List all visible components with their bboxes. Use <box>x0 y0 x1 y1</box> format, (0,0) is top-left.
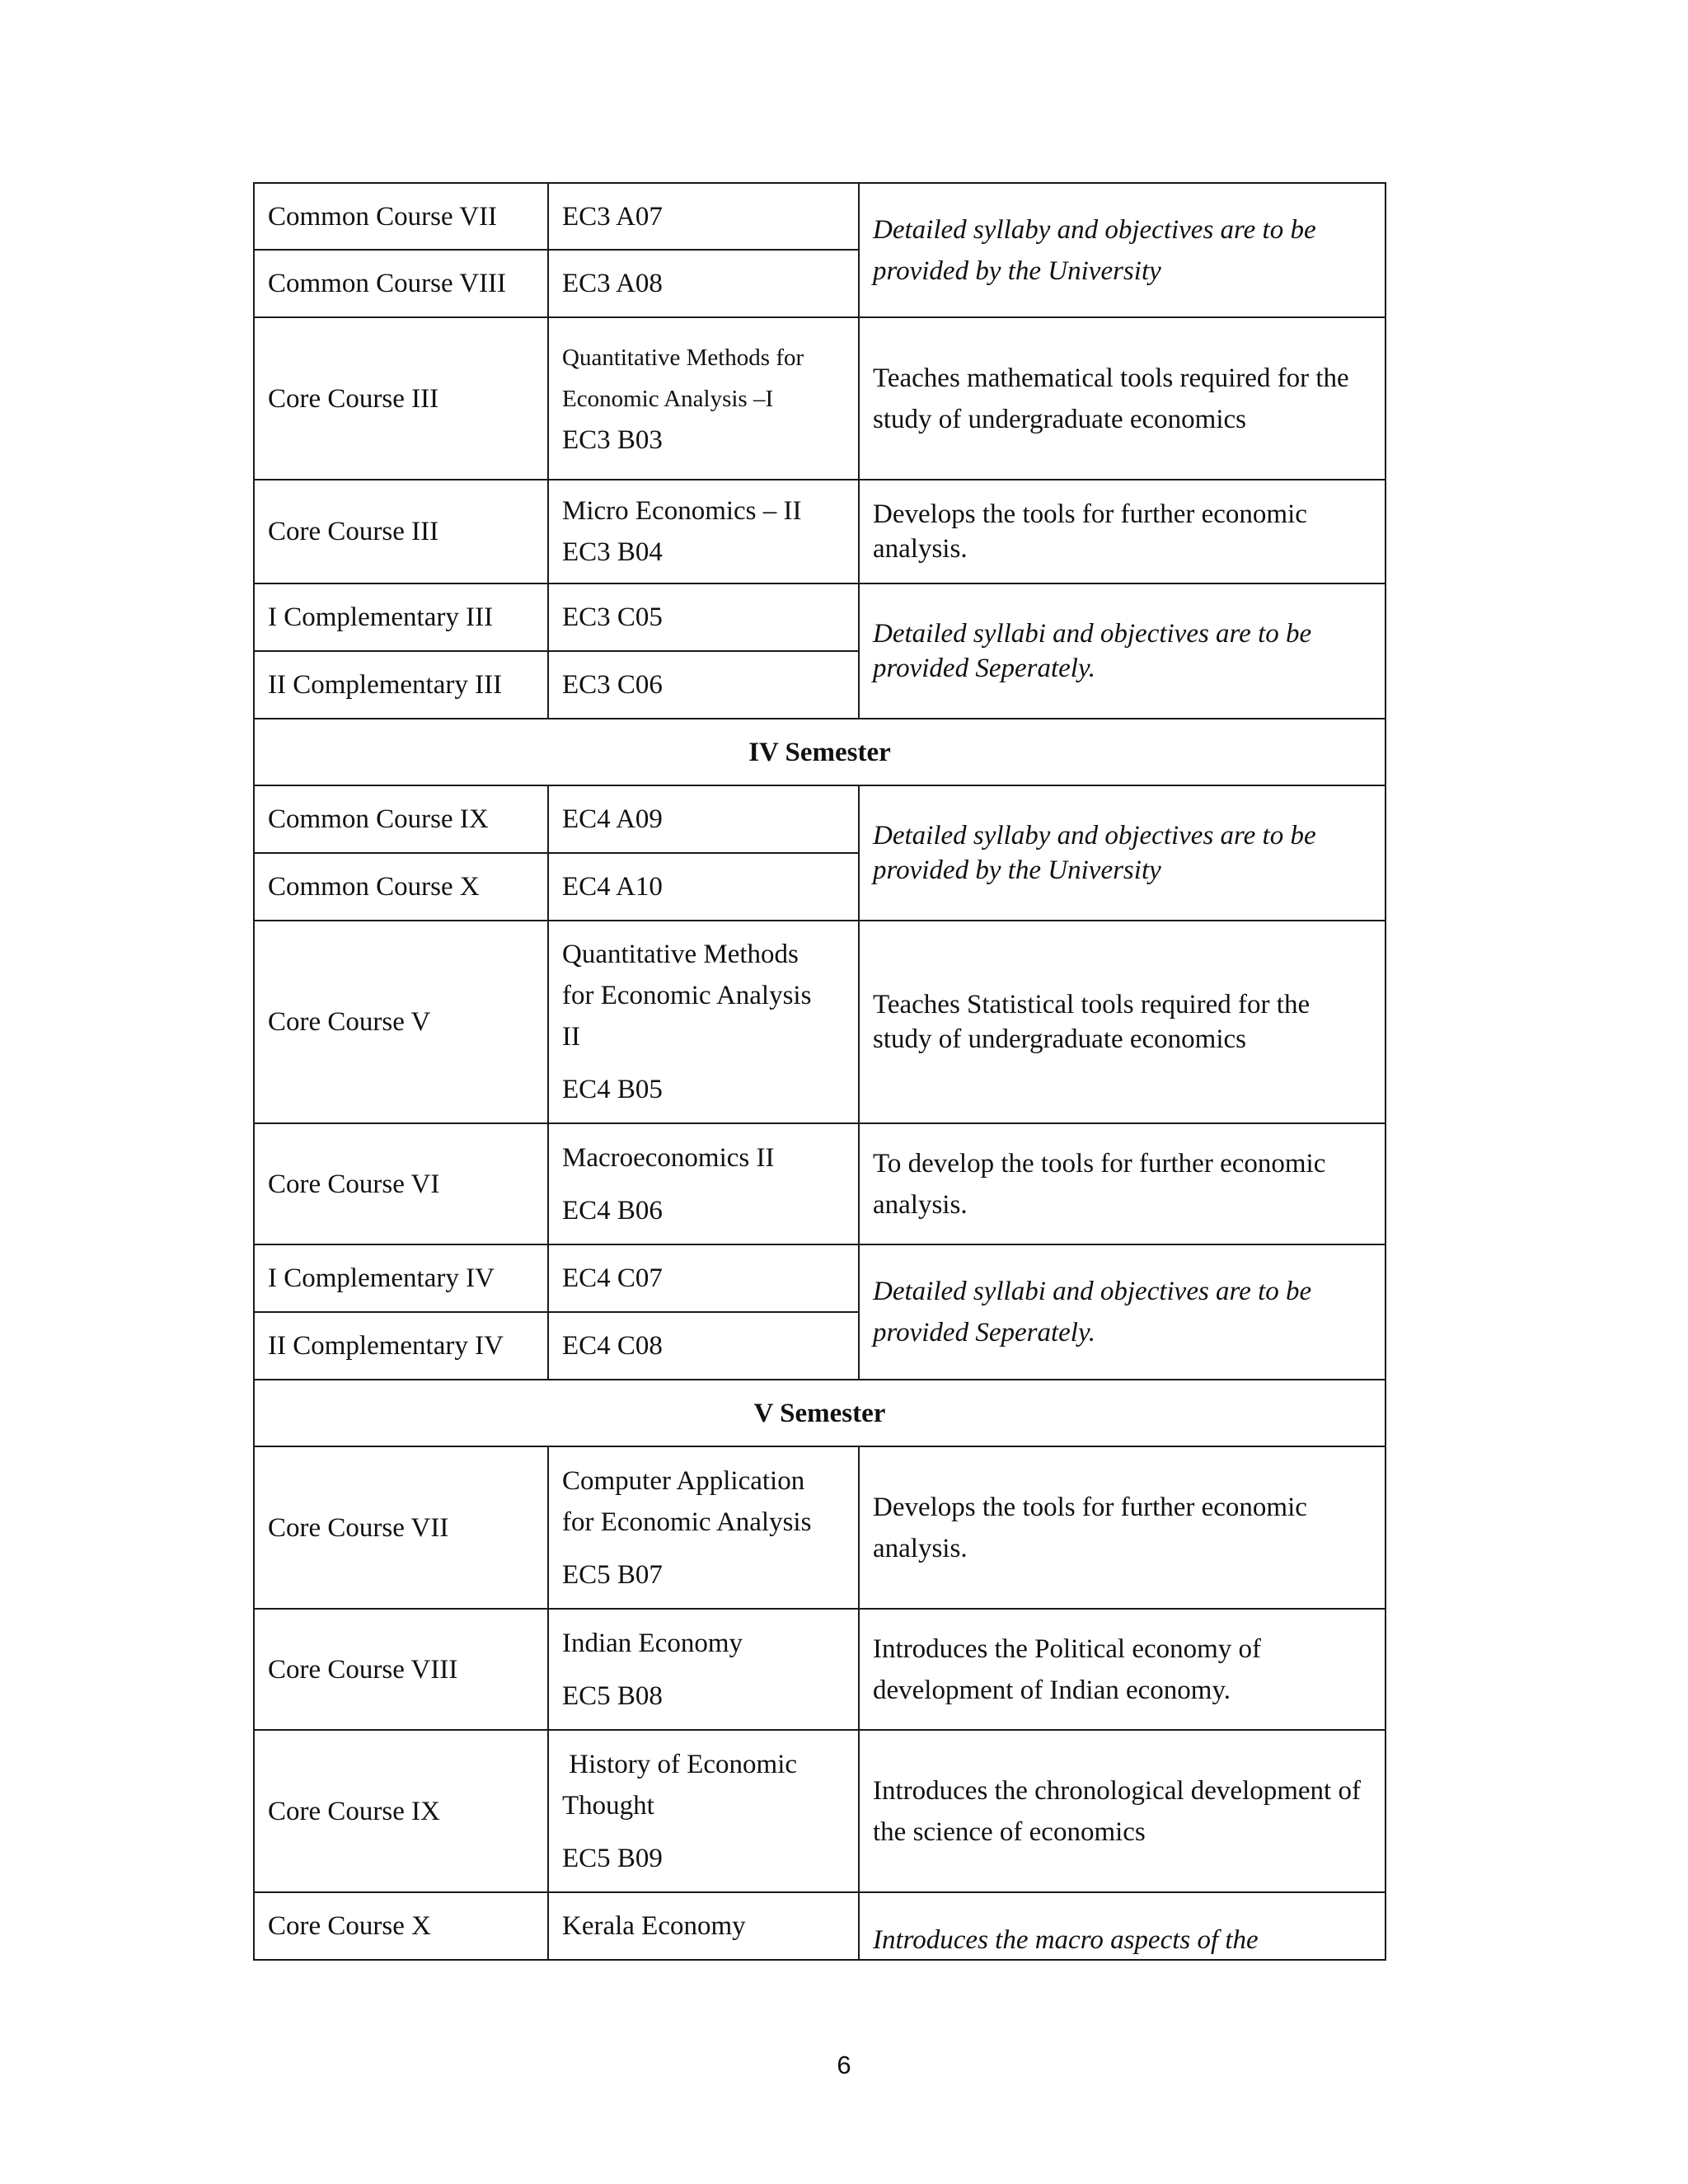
course-code: EC4 B06 <box>562 1195 663 1226</box>
course-title-line: for Economic Analysis <box>562 981 812 1010</box>
course-title-line: Thought <box>562 1790 654 1821</box>
course-code: EC5 B07 <box>562 1559 663 1590</box>
course-name: II Complementary IV <box>254 1312 548 1380</box>
course-description: Teaches Statistical tools required for the study of undergraduate economics <box>859 921 1386 1123</box>
course-title-cell <box>548 1609 859 1730</box>
course-title-cell <box>548 317 859 480</box>
table-row <box>254 583 1386 651</box>
table-row <box>254 1446 1386 1609</box>
course-description: To develop the tools for further economic analysis. <box>859 1123 1386 1244</box>
table-row <box>254 921 1386 1123</box>
course-title-cell <box>548 480 859 583</box>
course-title: Kerala Economy <box>548 1892 859 1960</box>
course-code: EC5 B08 <box>562 1680 663 1711</box>
course-code: EC3 B04 <box>562 537 663 567</box>
course-description: Develops the tools for further economic analysis. <box>859 1446 1386 1609</box>
course-name: Core Course X <box>254 1892 548 1960</box>
course-title: Macroeconomics II <box>562 1142 775 1173</box>
course-description: Detailed syllaby and objectives are to be provided by the University <box>859 183 1386 317</box>
course-title-cell <box>548 1123 859 1244</box>
table-row <box>254 183 1386 250</box>
course-name: Core Course III <box>254 317 548 480</box>
course-title-line: Quantitative Methods <box>562 940 799 969</box>
course-title-cell <box>548 1446 859 1609</box>
table-row <box>254 317 1386 480</box>
course-name: Common Course VIII <box>254 250 548 317</box>
course-name: Core Course IX <box>254 1730 548 1892</box>
course-name: Common Course X <box>254 853 548 921</box>
course-description: Detailed syllaby and objectives are to be provided by the University <box>859 785 1386 921</box>
course-title: Quantitative Methods for Economic Analysis –I <box>562 344 804 412</box>
course-code: EC4 B05 <box>562 1075 663 1104</box>
table-row <box>254 785 1386 853</box>
course-description: Teaches mathematical tools required for the study of undergraduate economics <box>859 317 1386 480</box>
course-name: Core Course VII <box>254 1446 548 1609</box>
course-description: Develops the tools for further economic analysis. <box>859 480 1386 583</box>
table-row <box>254 1609 1386 1730</box>
table-row <box>254 1244 1386 1312</box>
semester-row <box>254 1380 1386 1446</box>
course-code: EC3 A08 <box>548 250 859 317</box>
course-code: EC4 C07 <box>548 1244 859 1312</box>
course-name: Common Course IX <box>254 785 548 853</box>
course-name: II Complementary III <box>254 651 548 719</box>
course-name: Core Course VIII <box>254 1609 548 1730</box>
course-description: Introduces the chronological development of the science of economics <box>859 1730 1386 1892</box>
course-description: Detailed syllabi and objectives are to be provided Seperately. <box>859 1244 1386 1380</box>
course-name: I Complementary III <box>254 583 548 651</box>
table-row <box>254 1123 1386 1244</box>
course-name: Common Course VII <box>254 183 548 250</box>
table-row <box>254 1892 1386 1960</box>
course-code: EC3 A07 <box>548 183 859 250</box>
course-title-cell <box>548 1730 859 1892</box>
course-code: EC3 C05 <box>548 583 859 651</box>
course-code: EC3 C06 <box>548 651 859 719</box>
course-code: EC4 A09 <box>548 785 859 853</box>
course-title: Micro Economics – II <box>562 496 802 526</box>
course-description: Introduces the Political economy of development of Indian economy. <box>859 1609 1386 1730</box>
semester-heading: IV Semester <box>254 719 1386 785</box>
page-number: 6 <box>837 2050 851 2079</box>
course-code: EC4 A10 <box>548 853 859 921</box>
course-title-line: for Economic Analysis <box>562 1507 812 1537</box>
course-title-cell <box>548 921 859 1123</box>
course-description: Detailed syllabi and objectives are to be provided Seperately. <box>859 583 1386 719</box>
course-title-line: II <box>562 1022 580 1052</box>
course-code: EC4 C08 <box>548 1312 859 1380</box>
semester-row <box>254 719 1386 785</box>
course-title: Indian Economy <box>562 1628 743 1658</box>
course-title-line: History of Economic <box>562 1749 798 1779</box>
course-code: EC3 B03 <box>562 424 663 455</box>
course-title-line: Computer Application <box>562 1465 805 1496</box>
course-name: Core Course III <box>254 480 548 583</box>
table-row <box>254 1730 1386 1892</box>
course-description: Introduces the macro aspects of the <box>859 1892 1386 1960</box>
course-name: I Complementary IV <box>254 1244 548 1312</box>
course-name: Core Course VI <box>254 1123 548 1244</box>
course-code: EC5 B09 <box>562 1843 663 1873</box>
course-table <box>253 182 1386 1961</box>
semester-heading: V Semester <box>254 1380 1386 1446</box>
table-row <box>254 480 1386 583</box>
course-name: Core Course V <box>254 921 548 1123</box>
